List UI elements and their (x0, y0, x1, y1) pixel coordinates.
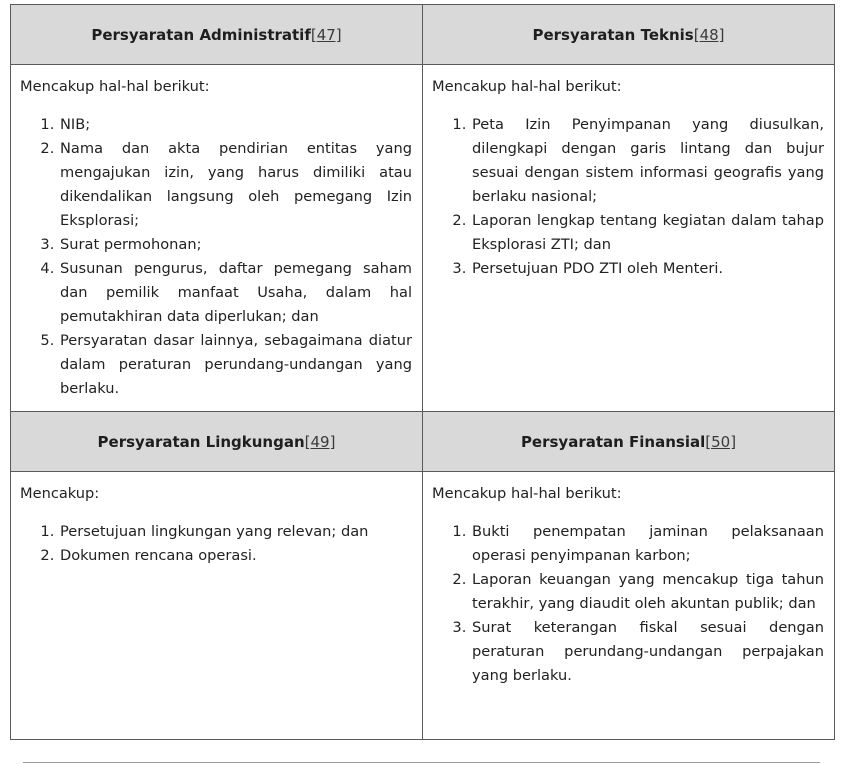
content-cell-administratif (11, 65, 423, 412)
list-item: 4. Susunan pengurus, daftar pemegang saham dan pemilik manfaat Usaha, dalam hal pemutakhiran data diperlukan; dan (59, 257, 412, 329)
header-row (11, 412, 835, 472)
list-item: 3. Surat keterangan fiskal sesuai dengan peraturan perundang-undangan perpajakan yang berlaku. (471, 616, 824, 688)
requirements-table (10, 4, 835, 740)
list-item: 1. NIB; (59, 113, 412, 137)
header-title-finansial: Persyaratan Finansial (520, 432, 706, 451)
requirement-list (432, 520, 824, 688)
intro-text: Mencakup hal-hal berikut: (432, 78, 622, 95)
header-cell-lingkungan (11, 412, 423, 472)
footnote-link-48[interactable]: [48] (693, 25, 725, 44)
content-row (11, 65, 835, 412)
list-item: 5. Persyaratan dasar lainnya, sebagaimana diatur dalam peraturan perundang-undangan yang berlaku. (59, 329, 412, 401)
content-cell-teknis (423, 65, 835, 412)
list-item: 2. Dokumen rencana operasi. (59, 544, 412, 568)
list-item: 1. Persetujuan lingkungan yang relevan; dan (59, 520, 412, 544)
footnote-link-49[interactable]: [49] (304, 432, 336, 451)
header-cell-administratif (11, 5, 423, 65)
requirement-list (432, 113, 824, 281)
footnote-link-50[interactable]: [50] (705, 432, 737, 451)
content-row (11, 472, 835, 740)
list-item: 1. Peta Izin Penyimpanan yang diusulkan, dilengkapi dengan garis lintang dan bujur sesuai dengan sistem informasi geografis yang berlaku nasional; (471, 113, 824, 209)
footnote-link-47[interactable]: [47] (310, 25, 342, 44)
content-cell-finansial (423, 472, 835, 740)
intro-text: Mencakup hal-hal berikut: (20, 78, 210, 95)
header-cell-finansial (423, 412, 835, 472)
intro-text: Mencakup hal-hal berikut: (432, 485, 622, 502)
bottom-divider (23, 762, 820, 763)
requirement-list (20, 520, 412, 568)
content-cell-lingkungan (11, 472, 423, 740)
list-item: 2. Laporan keuangan yang mencakup tiga tahun terakhir, yang diaudit oleh akuntan publik; dan (471, 568, 824, 616)
requirement-list (20, 113, 412, 401)
header-title-lingkungan: Persyaratan Lingkungan (97, 432, 305, 451)
list-item: 1. Bukti penempatan jaminan pelaksanaan operasi penyimpanan karbon; (471, 520, 824, 568)
header-cell-teknis (423, 5, 835, 65)
list-item: 2. Nama dan akta pendirian entitas yang mengajukan izin, yang harus dimiliki atau dikendalikan langsung oleh pemegang Izin Eksplorasi; (59, 137, 412, 233)
intro-text: Mencakup: (20, 485, 100, 502)
header-row (11, 5, 835, 65)
header-title-administratif: Persyaratan Administratif (91, 25, 311, 44)
list-item: 3. Surat permohonan; (59, 233, 412, 257)
list-item: 2. Laporan lengkap tentang kegiatan dalam tahap Eksplorasi ZTI; dan (471, 209, 824, 257)
header-title-teknis: Persyaratan Teknis (532, 25, 694, 44)
list-item: 3. Persetujuan PDO ZTI oleh Menteri. (471, 257, 824, 281)
